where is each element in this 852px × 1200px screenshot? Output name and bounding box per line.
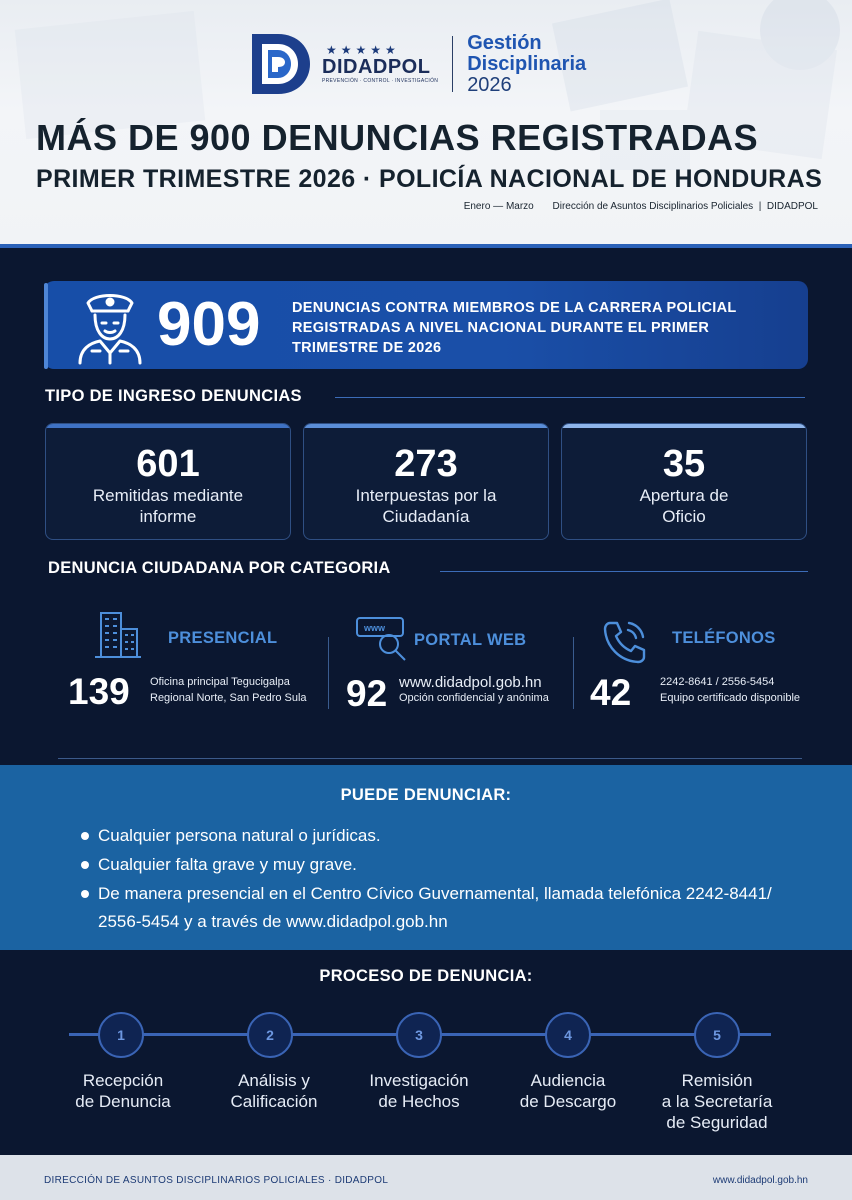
step-3-label: Investigación de Hechos [369, 1071, 469, 1111]
category-desc-presencial-1: Oficina principal Tegucigalpa [150, 676, 290, 688]
hero-total-number: 909 [157, 290, 261, 359]
hero-accent-bar [44, 283, 48, 369]
category-number-portal-web: 92 [346, 673, 388, 714]
building-icon [93, 609, 143, 661]
program-year: 2026 [467, 73, 512, 96]
footer-website-link[interactable]: www.didadpol.gob.hn [712, 1175, 808, 1186]
svg-text:www: www [364, 623, 386, 633]
category-desc-presencial-2: Regional Norte, San Pedro Sula [150, 692, 307, 704]
category-title-portal-web: PORTAL WEB [414, 631, 527, 649]
logo-separator [452, 36, 453, 92]
list-item: De manera presencial en el Centro Cívico Guvernamental, llamada telefónica 2242-8441/ 2556-5454 y a través de www.didadpol.gob.hn [78, 880, 778, 936]
section-heading-categoria: DENUNCIA CIUDADANA POR CATEGORIA [48, 559, 391, 577]
step-1-circle: 1 [98, 1012, 144, 1058]
category-number-telefonos: 42 [590, 672, 632, 713]
page-title: MÁS DE 900 DENUNCIAS REGISTRADAS [36, 117, 759, 158]
category-title-presencial: PRESENCIAL [168, 629, 278, 647]
category-desc-portal-web-1: www.didadpol.gob.hn [399, 674, 542, 691]
section-rule-categoria [440, 571, 808, 572]
phone-icon [602, 619, 648, 665]
footer-agency: DIRECCIÓN DE ASUNTOS DISCIPLINARIOS POLICIALES · DIDADPOL [44, 1175, 389, 1186]
category-divider [328, 637, 329, 709]
didadpol-logo-icon [250, 32, 312, 96]
category-desc-telefonos-1: 2242-8641 / 2556-5454 [660, 676, 775, 688]
card-topbar [562, 424, 806, 428]
logo-group [250, 28, 586, 100]
program-title [467, 33, 586, 96]
category-number-presencial: 139 [68, 671, 130, 712]
step-2-label: Análisis y Calificación [230, 1071, 318, 1111]
header-divider [0, 244, 852, 248]
step-4-circle: 4 [545, 1012, 591, 1058]
category-bottom-rule [58, 758, 802, 759]
category-title-telefonos: TELÉFONOS [672, 629, 776, 647]
meta-period: Enero — Marzo [463, 201, 534, 212]
meta-agency: Dirección de Asuntos Disciplinarios Policiales | DIDADPOL [552, 201, 818, 212]
card-label: Remitidas mediante informe [92, 486, 244, 526]
card-topbar [304, 424, 548, 428]
card-number: 273 [394, 443, 458, 485]
logo-name: DIDADPOL [322, 55, 431, 78]
card-topbar [46, 424, 290, 428]
program-line-1: Gestión [467, 31, 542, 54]
logo-stars: ★★★★★ [326, 42, 400, 57]
category-desc-telefonos-2: Equipo certificado disponible [660, 692, 801, 704]
puede-denunciar-heading: PUEDE DENUNCIAR: [340, 786, 512, 804]
card-label: Interpuestas por la Ciudadanía [355, 486, 497, 526]
proceso-heading: PROCESO DE DENUNCIA: [319, 967, 533, 985]
stat-card-oficio [561, 423, 807, 540]
section-rule-tipo-ingreso [335, 397, 805, 398]
step-1-label: Recepción de Denuncia [75, 1071, 171, 1111]
meta-line [464, 201, 818, 212]
header [0, 0, 852, 246]
step-4-label: Audiencia de Descargo [519, 1071, 617, 1111]
police-officer-icon [74, 287, 146, 365]
section-heading-tipo-ingreso: TIPO DE INGRESO DENUNCIAS [45, 387, 302, 405]
category-desc-portal-web-2: Opción confidencial y anónima [399, 692, 549, 704]
card-number: 35 [662, 443, 706, 485]
list-item: Cualquier persona natural o jurídicas. [78, 822, 778, 850]
page-subtitle: PRIMER TRIMESTRE 2026 · POLICÍA NACIONAL DE HONDURAS [36, 165, 823, 193]
list-item: Cualquier falta grave y muy grave. [78, 851, 778, 879]
card-label: Apertura de Oficio [639, 486, 729, 526]
hero-description: DENUNCIAS CONTRA MIEMBROS DE LA CARRERA POLICIAL REGISTRADAS A NIVEL NACIONAL DURANTE EL PRIMER TRIMESTRE DE 2026 [292, 300, 737, 356]
card-number: 601 [136, 443, 200, 485]
puede-denunciar-list [78, 822, 778, 937]
logo-tagline: PREVENCIÓN · CONTROL · INVESTIGACIÓN [322, 77, 439, 84]
step-3-circle: 3 [396, 1012, 442, 1058]
stat-card-interpuestas [303, 423, 549, 540]
web-search-icon [355, 614, 409, 664]
step-5-circle: 5 [694, 1012, 740, 1058]
step-2-circle: 2 [247, 1012, 293, 1058]
program-line-2: Disciplinaria [467, 52, 587, 75]
step-5-label: Remisión a la Secretaría de Seguridad [661, 1071, 773, 1132]
category-divider [573, 637, 574, 709]
stat-card-remitidas [45, 423, 291, 540]
